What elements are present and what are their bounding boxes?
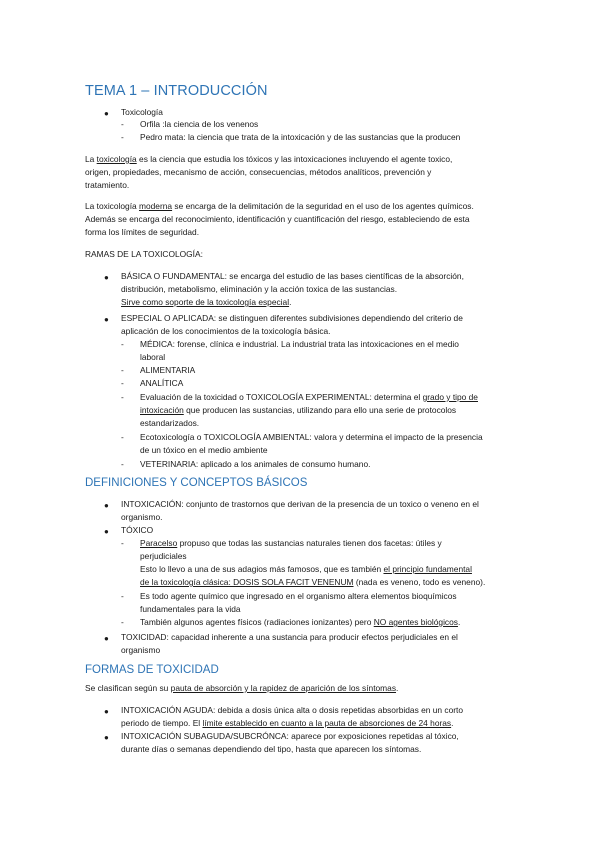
basica-line: BÁSICA O FUNDAMENTAL: se encarga del estudio de las bases científicas de la absorción, [121, 271, 464, 281]
ecotox-line: de un tóxico en el medio ambiente [140, 445, 268, 455]
dash-icon: - [121, 617, 124, 627]
agente-line: fundamentales para la vida [140, 604, 241, 614]
fisicos-line: También algunos agentes físicos (radiaciones ionizantes) pero NO agentes biológicos. [140, 617, 461, 627]
subaguda-line: durante días o semanas dependiendo del tipo, hasta que aparecen los síntomas. [121, 744, 422, 754]
paragraph-line: tratamiento. [85, 180, 130, 190]
toxicologia-label: Toxicología [121, 107, 163, 117]
paracelso-line: Esto lo llevo a una de sus adagios más famosos, que es también el principio fundamental [140, 564, 472, 574]
bullet-icon: ● [104, 109, 109, 118]
veterinaria: VETERINARIA: aplicado a los animales de consumo humano. [140, 459, 371, 469]
bullet-icon: ● [104, 315, 109, 324]
evaluacion-line: estandarizados. [140, 418, 200, 428]
toxicologia-link[interactable]: toxicología [96, 154, 137, 164]
agente-line: Es todo agente químico que ingresado en el organismo altera elementos bioquímicos [140, 591, 457, 601]
ramas-heading: RAMAS DE LA TOXICOLOGÍA: [85, 249, 203, 259]
bullet-icon: ● [104, 707, 109, 716]
dash-icon: - [121, 119, 124, 129]
paracelso-line: Paracelso propuso que todas las sustancias naturales tienen dos facetas: útiles y [140, 538, 442, 548]
toxico-label: TÓXICO [121, 525, 154, 535]
basica-support-line: Sirve como soporte de la toxicología especial. [121, 297, 292, 307]
alimentaria: ALIMENTARIA [140, 365, 196, 375]
basica-line: distribución, metabolismo, eliminación y la acción toxica de las sustancias. [121, 284, 398, 294]
dash-icon: - [121, 378, 124, 388]
especial-line: ESPECIAL O APLICADA: se distinguen diferentes subdivisiones dependiendo del criterio de [121, 313, 463, 323]
dash-icon: - [121, 132, 124, 142]
bullet-icon: ● [104, 501, 109, 510]
dash-icon: - [121, 392, 124, 402]
pedro-mata-definition: Pedro mata: la ciencia que trata de la intoxicación y de las sustancias que la producen [140, 132, 461, 142]
bullet-icon: ● [104, 733, 109, 742]
paracelso-link[interactable]: Paracelso [140, 538, 178, 548]
orfila-definition: Orfila :la ciencia de los venenos [140, 119, 259, 129]
paragraph-line: Además se encarga del reconocimiento, identificación y cuantificación del riesgo, estableciendo de esta [85, 214, 470, 224]
toxicidad-line: TOXICIDAD: capacidad inherente a una sustancia para producir efectos perjudiciales en el [121, 632, 458, 642]
bullet-icon: ● [104, 527, 109, 536]
medica-line: laboral [140, 352, 166, 362]
moderna-underline: moderna [139, 201, 173, 211]
intoxicacion-line: INTOXICACIÓN: conjunto de trastornos que derivan de la presencia de un toxico o veneno en el [121, 499, 479, 509]
paracelso-line: de la toxicología clásica: DOSIS SOLA FACIT VENENUM (nada es veneno, todo es veneno). [140, 577, 486, 587]
toxicidad-line: organismo [121, 645, 161, 655]
evaluacion-line: intoxicación que producen las sustancias, utilizando para ello una serie de protocolos [140, 405, 457, 415]
paragraph-line: origen, propiedades, mecanismo de acción, consecuencias, métodos analíticos, prevención y [85, 167, 432, 177]
analitica: ANALÍTICA [140, 378, 184, 388]
dash-icon: - [121, 365, 124, 375]
dash-icon: - [121, 339, 124, 349]
dash-icon: - [121, 459, 124, 469]
evaluacion-line: Evaluación de la toxicidad o TOXICOLOGÍA EXPERIMENTAL: determina el grado y tipo de [140, 392, 478, 402]
subaguda-line: INTOXICACIÓN SUBAGUDA/SUBCRÓNCA: aparece por exposiciones repetidas al tóxico, [121, 731, 459, 741]
aguda-line: INTOXICACIÓN AGUDA: debida a dosis única alta o dosis repetidas absorbidas en un corto [121, 705, 463, 715]
paragraph-line: forma los límites de seguridad. [85, 227, 200, 237]
dash-icon: - [121, 432, 124, 442]
page-title: TEMA 1 – INTRODUCCIÓN [85, 83, 268, 99]
intoxicacion-line: organismo. [121, 512, 163, 522]
bullet-icon: ● [104, 273, 109, 282]
dash-icon: - [121, 591, 124, 601]
aguda-line: periodo de tiempo. El límite establecido en cuanto a la pauta de absorciones de 24 horas. [121, 718, 454, 728]
formas-heading: FORMAS DE TOXICIDAD [85, 664, 219, 676]
medica-line: MÉDICA: forense, clínica e industrial. La industrial trata las intoxicaciones en el medio [140, 339, 459, 349]
bullet-icon: ● [104, 634, 109, 643]
ecotox-line: Ecotoxicología o TOXICOLOGÍA AMBIENTAL: valora y determina el impacto de la presencia [140, 432, 483, 442]
paragraph-moderna: La toxicología moderna se encarga de la delimitación de la seguridad en el uso de los agentes químicos. [85, 201, 474, 211]
formas-intro: Se clasifican según su pauta de absorción y la rapidez de aparición de los síntomas. [85, 683, 399, 693]
paragraph-toxicologia: La toxicología es la ciencia que estudia los tóxicos y las intoxicaciones incluyendo el agente toxico, [85, 154, 453, 164]
dash-icon: - [121, 538, 124, 548]
paracelso-line: perjudiciales [140, 551, 187, 561]
defs-heading: DEFINICIONES Y CONCEPTOS BÁSICOS [85, 477, 308, 489]
especial-line: aplicación de los conocimientos de la toxicología básica. [121, 326, 331, 336]
